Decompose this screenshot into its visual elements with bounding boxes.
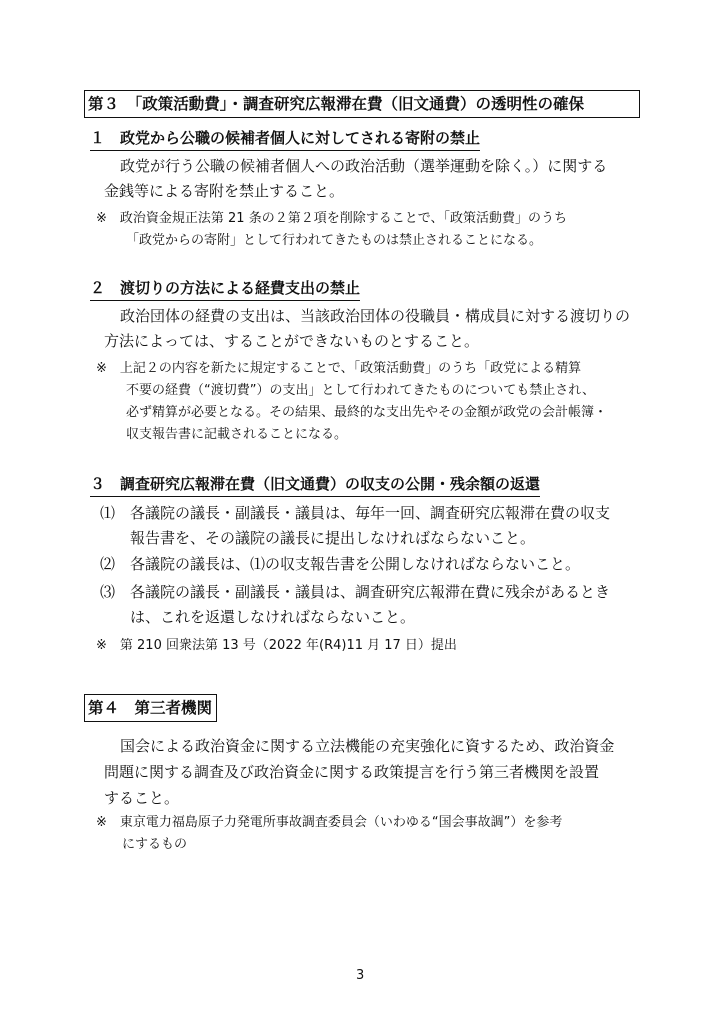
subsection-1-note-line-1: ※ 政治資金規正法第 21 条の２第２項を削除することで、「政策活動費」のうち (96, 211, 567, 226)
subsection-1-note-line-2: 「政党からの寄附」として行われてきたものは禁止されることになる。 (126, 233, 543, 248)
subsection-3-item-3-line-1: ⑶ 各議院の議長・副議長・議員は、調査研究広報滞在費に残余があるとき (100, 583, 611, 601)
subsection-2-note-line-3: 必ず精算が必要となる。その結果、最終的な支出先やその金額が政党の会計帳簿・ (126, 405, 608, 420)
subsection-2-note-line-2: 不要の経費（“渡切費”）の支出」として行われてきたものについても禁止され、 (126, 383, 595, 398)
subsection-2-title: ２ 渡切りの方法による経費支出の禁止 (90, 276, 360, 301)
subsection-3-item-1-line-1: ⑴ 各議院の議長・副議長・議員は、毎年一回、調査研究広報滞在費の収支 (100, 504, 611, 522)
subsection-3-item-1-line-2: 報告書を、その議院の議長に提出しなければならないこと。 (130, 529, 536, 547)
section-4-body-line-2: 問題に関する調査及び政治資金に関する政策提言を行う第三者機関を設置 (104, 763, 600, 781)
section-4-body-line-3: すること。 (104, 789, 180, 807)
subsection-3-item-3-line-2: は、これを返還しなければならないこと。 (130, 608, 416, 626)
subsection-2-note-line-1: ※ 上記２の内容を新たに規定することで、「政策活動費」のうち「政党による精算 (96, 361, 582, 376)
section-4-heading: 第４ 第三者機関 (84, 694, 217, 722)
subsection-1-body-line-1: 政党が行う公職の候補者個人への政治活動（選挙運動を除く。）に関する (120, 157, 608, 175)
subsection-3-title: ３ 調査研究広報滞在費（旧文通費）の収支の公開・残余額の返還 (90, 472, 540, 497)
subsection-3-note: ※ 第 210 回衆法第 13 号（2022 年(R4)11 月 17 日）提出 (96, 638, 457, 653)
section-4-note-line-2: にするもの (122, 837, 188, 852)
subsection-2-body-line-1: 政治団体の経費の支出は、当該政治団体の役職員・構成員に対する渡切りの (120, 307, 631, 325)
section-4-body-line-1: 国会による政治資金に関する立法機能の充実強化に資するため、政治資金 (120, 737, 615, 755)
subsection-2-note-line-4: 収支報告書に記載されることになる。 (126, 427, 348, 442)
subsection-1-title: １ 政党から公職の候補者個人に対してされる寄附の禁止 (90, 126, 480, 151)
subsection-3-item-2: ⑵ 各議院の議長は、⑴の収支報告書を公開しなければならないこと。 (100, 555, 581, 573)
subsection-1-body-line-2: 金銭等による寄附を禁止すること。 (104, 182, 345, 200)
section-4-note-line-1: ※ 東京電力福島原子力発電所事故調査委員会（いわゆる“国会事故調”）を参考 (96, 815, 563, 830)
subsection-2-body-line-2: 方法によっては、することができないものとすること。 (104, 332, 480, 350)
section-3-heading: 第３ 「政策活動費」・調査研究広報滞在費（旧文通費）の透明性の確保 (84, 90, 640, 118)
page-number: 3 (356, 968, 365, 983)
